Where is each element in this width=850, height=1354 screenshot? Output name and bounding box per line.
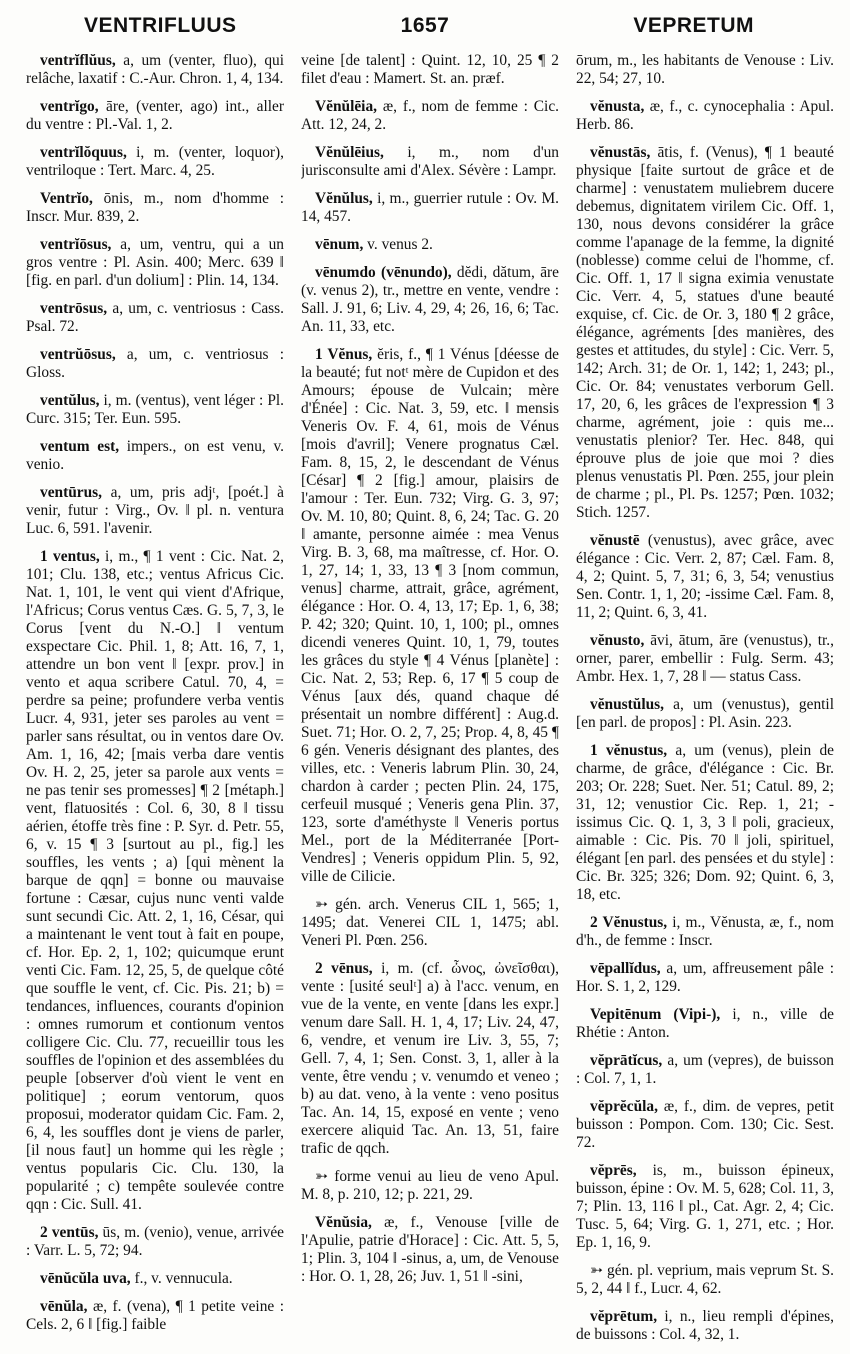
dictionary-entry bbox=[26, 392, 284, 428]
entry-headword: vĕprēs, bbox=[590, 1162, 637, 1179]
dictionary-entry bbox=[576, 1006, 834, 1042]
entry-definition: veine [de talent] : Quint. 12, 10, 25 ¶ 2 filet d'eau : Mamert. St. an. præf. bbox=[301, 52, 559, 87]
dictionary-entry bbox=[26, 1298, 284, 1334]
dictionary-entry bbox=[576, 52, 834, 88]
dictionary-entry bbox=[301, 236, 559, 254]
entry-headword: ventrĭlŏquus, bbox=[40, 144, 127, 161]
entry-headword: Vĕnŭlēius, bbox=[315, 144, 384, 161]
dictionary-entry bbox=[301, 960, 559, 1158]
dictionary-entry bbox=[301, 264, 559, 336]
dictionary-entry bbox=[26, 548, 284, 1214]
entry-headword: vĕprētum, bbox=[590, 1308, 658, 1325]
dictionary-entry bbox=[576, 98, 834, 134]
entry-definition: ĕris, f., ¶ 1 Vénus [déesse de la beauté; fut notᵗ mère de Cupidon et des Amours; épouse de Vulcain; mère d'Énée] : Cic. Nat. 3, 59, etc. ‖ mensis Veneris Ov. F. 4, 61, mois de Vénus [mois d'avril]; Venere prognatus Cæl. Fam. 8, 15, 2, le descendant de Vénus [César] ¶ 2 [fig.] amour, plaisirs de l'amour : Ter. Eun. 732; Virg. G. 3, 97; Ov. M. 10, 80; Quint. 8, 6, 24; Tac. G. 20 ‖ amante, personne aimée : mea Venus Virg. B. 3, 68, ma maîtresse, cf. Hor. O. 1, 27, 14; 1, 33, 13 ¶ 3 [nom commun, venus] charme, attrait, grâce, agrément, élégance : Hor. O. 4, 13, 17; Ep. 1, 6, 38; P. 42; 320; Quint. 10, 1, 100; pl., omnes dicendi veneres Quint. 10, 1, 79, toutes les grâces du style ¶ 4 Vénus [planète] : Cic. Nat. 2, 53; Rep. 6, 17 ¶ 5 coup de Vénus [aux dés, quand chaque dé présentait un nombre différent] : Aug.d. Suet. 71; Hor. O. 2, 7, 25; Prop. 4, 8, 45 ¶ 6 gén. Veneris désignant des plantes, des villes, etc. : Veneris labrum Plin. 30, 24, chardon à carder ; pecten Plin. 24, 175, cerfeuil musqué ; Veneris gena Plin. 37, 123, sorte d'améthyste ‖ Veneris portus Mel., port de la Méditerranée [Port-Vendres] ; Veneris oppidum Plin. 5, 92, ville de Cilicie. bbox=[301, 346, 559, 885]
entry-headword: vĕnusto, bbox=[590, 632, 645, 649]
entry-headword: vĕnustē bbox=[590, 532, 640, 549]
entry-definition: i, m., ¶ 1 vent : Cic. Nat. 2, 101; Clu. 138, etc.; ventus Africus Cic. Nat. 1, 101, le vent qui vient d'Afrique, l'Africus; Corus ventus Cæs. G. 5, 7, 3, le Corus [vent du N.-O.] ‖ ventum exspectare Cic. Phil. 1, 8; Att. 16, 7, 1, attendre un bon vent ‖ [expr. prov.] in vento et aqua scribere Catul. 70, 4, = perdre sa peine; profundere verba ventis Lucr. 4, 931, jeter ses paroles au vent = parler sans résultat, ou in ventos dare Ov. Am. 1, 16, 42; [mais verba dare ventis Ov. H. 2, 25, jeter sa parole aux vents = ne pas tenir ses promesses] ¶ 2 [métaph.] vent, flatuosités : Col. 6, 30, 8 ‖ tissu aérien, étoffe très fine : P. Syr. d. Petr. 55, 6, v. 15 ¶ 3 [surtout au pl., fig.] les souffles, les vents ; a) [qui mènent la barque de qqn] = bonne ou mauvaise fortune : Cæsar, cujus nunc venti valde sunt secundi Cic. Att. 2, 1, 16, César, qui a maintenant le vent tout à fait en poupe, cf. Hor. Ep. 2, 1, 102; quicumque erunt venti Cic. Fam. 12, 25, 5, de quelque côté que souffle le vent, cf. Cic. Pis. 21; b) = tendances, influences, courants d'opinion : omnes rumorum et contionum ventos colligere Cic. Clu. 77, recueillir tous les souffles de l'opinion et des assemblées du peuple [observer d'où vient le vent en politique] ; eorum ventorum, quos proposui, moderator quidam Cic. Fam. 2, 6, 4, les souffles dont je viens de parler, [il nous faut] un homme qui les règle ; ventus popularis Cic. Clu. 130, la popularité ; c) tempête soulevée contre qqn : Cic. Sull. 41. bbox=[26, 548, 284, 1213]
dictionary-entry bbox=[576, 1262, 834, 1298]
entry-headword: ventrĭflŭus, bbox=[40, 52, 116, 69]
entry-headword: 1 Vĕnus, bbox=[315, 346, 373, 363]
entry-definition: ātis, f. (Venus), ¶ 1 beauté physique [faite surtout de grâce et de charme] : venustatem muliebrem ducere debemus, dignitatem virilem Cic. Off. 1, 130, nous devons considérer la grâce comme l'apanage de la femme, la dignité (noblesse) comme celui de l'homme, cf. Cic. Off. 1, 17 ‖ signa eximia venustate Cic. Verr. 4, 5, statues d'une beauté exquise, cf. Cic. de Or. 3, 180 ¶ 2 grâce, élégance, agréments [des manières, des gestes et attitudes, du style] : Cic. Verr. 5, 142; Arch. 31; de Or. 1, 142; 1, 243; pl., Cic. Or. 84; venustates verborum Gell. 17, 20, 6, les grâces de l'expression ¶ 3 charme, agrément, joie : quis me... venustatis plenior? Ter. Hec. 848, qui éprouve plus de joie que moi ? dies plenus venustatis Pl. Pœn. 255, jour plein de charme ; pl., Pl. Ps. 1257; Pœn. 1032; Stich. 1257. bbox=[576, 144, 834, 521]
dictionary-entry bbox=[301, 896, 559, 950]
entry-definition: a, um, c. ventriosus : Gloss. bbox=[26, 346, 284, 381]
dictionary-entry bbox=[26, 484, 284, 538]
dictionary-entry bbox=[576, 1052, 834, 1088]
dictionary-entry bbox=[576, 632, 834, 686]
entry-headword: vēnŭcŭla uva, bbox=[40, 1270, 131, 1287]
entry-definition: f., v. vennucula. bbox=[130, 1270, 233, 1287]
entry-definition: æ, f. (vena), ¶ 1 petite veine : Cels. 2, 6 ‖ [fig.] faible bbox=[26, 1298, 284, 1333]
dictionary-entry bbox=[301, 346, 559, 886]
entry-headword: 2 vēnus, bbox=[315, 960, 373, 977]
entry-definition: dĕdi, dătum, āre (v. venus 2), tr., mettre en vente, vendre : Sall. J. 91, 6; Liv. 4, 29, 4; 26, 16, 6; Tac. An. 11, 33, etc. bbox=[301, 264, 559, 335]
dictionary-entry bbox=[576, 1162, 834, 1252]
entry-definition: ōrum, m., les habitants de Venouse : Liv. 22, 54; 27, 10. bbox=[576, 52, 834, 87]
dictionary-entry bbox=[26, 52, 284, 88]
dictionary-entry bbox=[576, 696, 834, 732]
running-header bbox=[0, 8, 850, 42]
entry-headword: vĕprātĭcus, bbox=[590, 1052, 663, 1069]
dictionary-entry bbox=[26, 236, 284, 290]
entry-definition: a, um (venustus), gentil [en parl. de propos] : Pl. Asin. 223. bbox=[576, 696, 834, 731]
entry-definition: æ, f., c. cynocephalia : Apul. Herb. 86. bbox=[576, 98, 834, 133]
entry-definition: i, m. (venter, loquor), ventriloque : Tert. Marc. 4, 25. bbox=[26, 144, 284, 179]
entry-definition: a, um, affreusement pâle : Hor. S. 1, 2, 129. bbox=[576, 960, 834, 995]
entry-definition: is, m., buisson épineux, buisson, épine : Ov. M. 5, 628; Col. 11, 3, 7; Plin. 13, 116 ‖ pl., Cat. Agr. 2, 4; Cic. Tusc. 5, 64; Virg. G. 1, 271, etc. ; Hor. Ep. 1, 16, 9. bbox=[576, 1162, 834, 1251]
entry-definition: āvi, ātum, āre (venustus), tr., orner, parer, embellir : Fulg. Serm. 43; Ambr. Hex. 1, 7, 28 ‖ — status Cass. bbox=[576, 632, 834, 685]
dictionary-entry bbox=[576, 914, 834, 950]
entry-headword: ventŭlus, bbox=[40, 392, 100, 409]
entry-headword: Ventrĭo, bbox=[40, 190, 93, 207]
dictionary-entry bbox=[576, 1098, 834, 1152]
entry-headword: 1 ventus, bbox=[40, 548, 100, 565]
dictionary-entry bbox=[576, 742, 834, 904]
dictionary-entry bbox=[301, 98, 559, 134]
dictionary-entry bbox=[576, 960, 834, 996]
right-guide-word: VEPRETUM bbox=[633, 14, 754, 37]
dictionary-entry bbox=[301, 1168, 559, 1204]
entry-headword: Vepitēnum (Vipi-), bbox=[590, 1006, 721, 1023]
entry-definition: a, um, c. ventriosus : Cass. Psal. 72. bbox=[26, 300, 284, 335]
dictionary-entry bbox=[301, 190, 559, 226]
entry-definition: i, m. (ventus), vent léger : Pl. Curc. 315; Ter. Eun. 595. bbox=[26, 392, 284, 427]
column-right bbox=[576, 52, 834, 1348]
entry-headword: ventrĭgo, bbox=[40, 98, 99, 115]
entry-definition: a, um (venus), plein de charme, de grâce, d'élégance : Cic. Br. 203; Or. 228; Suet. Ner. 51; Catul. 89, 2; 31, 12; venustior Cic. Rep. 1, 21; -issimus Cic. Q. 1, 3, 3 ‖ poli, gracieux, aimable : Cic. Pis. 70 ‖ joli, spirituel, élégant [en parl. des pensées et du style] : Cic. Br. 325; 326; Dom. 92; Quint. 6, 3, 18, etc. bbox=[576, 742, 834, 903]
entry-headword: Vĕnŭlus, bbox=[315, 190, 373, 207]
entry-headword: vĕprĕcŭla, bbox=[590, 1098, 658, 1115]
dictionary-entry bbox=[26, 438, 284, 474]
page-number: 1657 bbox=[400, 14, 450, 37]
entry-headword: vĕnustās, bbox=[590, 144, 651, 161]
left-guide-word: VENTRIFLUUS bbox=[84, 14, 237, 37]
entry-definition: æ, f., dim. de vepres, petit buisson : Pompon. Com. 130; Cic. Sest. 72. bbox=[576, 1098, 834, 1151]
entry-definition: a, um (venter, fluo), qui relâche, laxatif : C.-Aur. Chron. 1, 4, 134. bbox=[26, 52, 284, 87]
entry-definition: i, n., lieu rempli d'épines, de buissons : Col. 4, 32, 1. bbox=[576, 1308, 834, 1343]
entry-definition: v. venus 2. bbox=[363, 236, 433, 253]
dictionary-entry bbox=[576, 532, 834, 622]
dictionary-entry bbox=[301, 1214, 559, 1286]
entry-definition: ➳ gén. arch. Venerus CIL 1, 565; 1, 1495; dat. Venerei CIL 1, 1475; abl. Veneri Pl. Pœn. 256. bbox=[301, 896, 559, 949]
dictionary-entry bbox=[301, 144, 559, 180]
entry-definition: æ, f., Venouse [ville de l'Apulie, patrie d'Horace] : Cic. Att. 5, 5, 1; Plin. 3, 104 ‖ -sinus, a, um, de Venouse : Hor. O. 1, 28, 26; Juv. 1, 51 ‖ -sini, bbox=[301, 1214, 559, 1285]
entry-definition: æ, f., nom de femme : Cic. Att. 12, 24, 2. bbox=[301, 98, 559, 133]
entry-headword: ventrĭōsus, bbox=[40, 236, 112, 253]
dictionary-entry bbox=[576, 144, 834, 522]
dictionary-entry bbox=[576, 1308, 834, 1344]
entry-headword: vēnum, bbox=[315, 236, 364, 253]
column-left bbox=[26, 52, 284, 1348]
dictionary-entry bbox=[26, 346, 284, 382]
entry-definition: āre, (venter, ago) int., aller du ventre : Pl.-Val. 1, 2. bbox=[26, 98, 284, 133]
entry-definition: impers., on est venu, v. venio. bbox=[26, 438, 284, 473]
entry-headword: vĕnusta, bbox=[590, 98, 645, 115]
entry-headword: Vĕnŭsia, bbox=[315, 1214, 372, 1231]
entry-definition: a, um, ventru, qui a un gros ventre : Pl. Asin. 400; Merc. 639 ‖ [fig. en parl. d'un dolium] : Plin. 14, 134. bbox=[26, 236, 284, 289]
entry-headword: ventrōsus, bbox=[40, 300, 108, 317]
entry-headword: ventrŭōsus, bbox=[40, 346, 116, 363]
dictionary-entry bbox=[26, 190, 284, 226]
entry-definition: i, m., guerrier rutule : Ov. M. 14, 457. bbox=[301, 190, 559, 225]
entry-definition: ➳ gén. pl. veprium, mais veprum St. S. 5, 2, 44 ‖ f., Lucr. 4, 62. bbox=[576, 1262, 834, 1297]
entry-definition: a, um, pris adjᵗ, [poét.] à venir, futur : Virg., Ov. ‖ pl. n. ventura Luc. 6, 591. l'avenir. bbox=[26, 484, 284, 537]
entry-headword: 1 vĕnustus, bbox=[590, 742, 668, 759]
entry-headword: vēnumdo (vēnundo), bbox=[315, 264, 452, 281]
entry-headword: vĕnustŭlus, bbox=[590, 696, 664, 713]
entry-definition: (venustus), avec grâce, avec élégance : Cic. Verr. 2, 87; Cæl. Fam. 8, 4, 2; Quint. 5, 7, 31; 6, 3, 54; venustius Sen. Contr. 1, 1, 20; -issime Cæl. Fam. 8, 11, 2; Quint. 6, 3, 41. bbox=[576, 532, 834, 621]
entry-definition: i, n., ville de Rhétie : Anton. bbox=[576, 1006, 834, 1041]
dictionary-entry bbox=[26, 98, 284, 134]
dictionary-entry bbox=[26, 300, 284, 336]
entry-headword: vēpallĭdus, bbox=[590, 960, 661, 977]
entry-headword: 2 ventūs, bbox=[40, 1224, 99, 1241]
entry-definition: i, m. (cf. ὦνος, ὠνεῖσθαι), vente : [usité seulᵗ] a) à l'acc. venum, en vue de la vente, en vente [dans les expr.] venum dare Sall. H. 1, 4, 17; Liv. 24, 47, 6, vendre, et venum ire Liv. 3, 55, 7; Gell. 7, 4, 1; Sen. Const. 3, 1, aller à la vente, être vendu ; v. venumdo et veneo ; b) au dat. veno, à la vente : veno positus Tac. An. 14, 15, exposé en vente ; veno exercere aliquid Tac. An. 13, 51, faire trafic de qqch. bbox=[301, 960, 559, 1157]
entry-headword: ventum est, bbox=[40, 438, 120, 455]
entry-definition: ōnis, m., nom d'homme : Inscr. Mur. 839, 2. bbox=[26, 190, 284, 225]
text-columns bbox=[26, 52, 834, 1348]
entry-definition: ūs, m. (venio), venue, arrivée : Varr. L. 5, 72; 94. bbox=[26, 1224, 284, 1259]
dictionary-entry bbox=[26, 1270, 284, 1288]
entry-definition: a, um (vepres), de buisson : Col. 7, 1, 1. bbox=[576, 1052, 834, 1087]
entry-definition: i, m., nom d'un jurisconsulte ami d'Alex. Sévère : Lampr. bbox=[301, 144, 559, 179]
dictionary-entry bbox=[301, 52, 559, 88]
entry-definition: i, m., Vĕnusta, æ, f., nom d'h., de femme : Inscr. bbox=[576, 914, 834, 949]
entry-definition: ➳ forme venui au lieu de veno Apul. M. 8, p. 210, 12; p. 221, 29. bbox=[301, 1168, 559, 1203]
column-middle bbox=[301, 52, 559, 1348]
dictionary-entry bbox=[26, 1224, 284, 1260]
entry-headword: ventūrus, bbox=[40, 484, 102, 501]
entry-headword: 2 Vĕnustus, bbox=[590, 914, 668, 931]
entry-headword: vēnŭla, bbox=[40, 1298, 88, 1315]
entry-headword: Vĕnŭlēia, bbox=[315, 98, 377, 115]
dictionary-entry bbox=[26, 144, 284, 180]
